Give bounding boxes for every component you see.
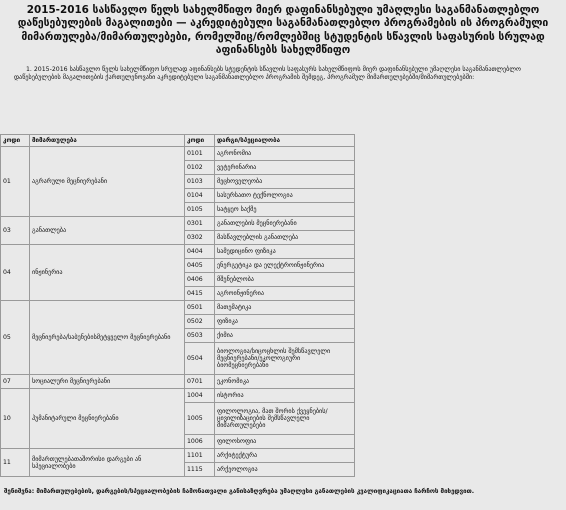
table-blank-cell xyxy=(355,329,566,343)
table-blank-cell xyxy=(355,231,566,245)
table-blank-cell xyxy=(355,245,566,259)
table-row xyxy=(1,301,566,315)
table-row xyxy=(1,375,566,389)
direction-name-cell: აგრარული მეცნიერებანი xyxy=(30,147,185,217)
field-label-cell: არქიტექტურა xyxy=(215,449,355,463)
directions-table xyxy=(0,134,566,477)
table-blank-cell xyxy=(355,189,566,203)
table-blank-cell xyxy=(355,343,566,375)
intro-paragraph: 1. 2015-2016 სასწავლო წელს სახელმწიფო სრულად აფინანსებს სტუდენტის სწავლის საფასურს სახელმწიფოს მიერ დაფინანსებული უმაღლესი საგანმანათლებლო დაწესებულების მაგალითების ქართულენოვანი აკრედიტებული საგანმანათლებლო პროგრამის შემდეგ, პროგრამულ მიმართულებებში/მიმართულებებში: xyxy=(14,66,552,83)
direction-code-cell: 10 xyxy=(1,389,30,449)
field-label-cell: აგრონომია xyxy=(215,147,355,161)
field-label-cell: ფილოლოგია, მათ შორის ქვეყნების/ ცივილიზაციების შემსწავლელი მიმართულებები xyxy=(215,403,355,435)
field-label-cell: ბიოლოგია/სიცოცხლის შემსწავლელი მეცნიერებანი/ეკოლოგიური ბიომეცნიერებანი xyxy=(215,343,355,375)
field-code-cell: 0301 xyxy=(185,217,215,231)
field-label-cell: განათლების მეცნიერებანი xyxy=(215,217,355,231)
table-blank-cell xyxy=(355,375,566,389)
table-blank-cell xyxy=(355,435,566,449)
table-blank-cell xyxy=(355,463,566,477)
field-code-cell: 1004 xyxy=(185,389,215,403)
direction-code-cell: 07 xyxy=(1,375,30,389)
header-code-field: კოდი xyxy=(185,135,215,147)
table-blank-cell xyxy=(355,273,566,287)
field-code-cell: 0405 xyxy=(185,259,215,273)
field-label-cell: სატყეო საქმე xyxy=(215,203,355,217)
table-blank-cell xyxy=(355,315,566,329)
table-blank-cell xyxy=(355,389,566,403)
header-code-direction: კოდი xyxy=(1,135,30,147)
field-label-cell: აგროინჟინერია xyxy=(215,287,355,301)
field-label-cell: არქეოლოგია xyxy=(215,463,355,477)
table-row xyxy=(1,147,566,161)
field-code-cell: 0302 xyxy=(185,231,215,245)
field-label-cell: მეცხოველეობა xyxy=(215,175,355,189)
field-code-cell: 0502 xyxy=(185,315,215,329)
table-blank-cell xyxy=(355,403,566,435)
field-label-cell: მასწავლებლის განათლება xyxy=(215,231,355,245)
field-code-cell: 0415 xyxy=(185,287,215,301)
field-label-cell: მშენებლობა xyxy=(215,273,355,287)
header-field: დარგი/სპეციალობა xyxy=(215,135,355,147)
field-code-cell: 0501 xyxy=(185,301,215,315)
field-code-cell: 0105 xyxy=(185,203,215,217)
direction-code-cell: 01 xyxy=(1,147,30,217)
table-blank-cell xyxy=(355,147,566,161)
table-blank-cell xyxy=(355,217,566,231)
field-label-cell: ეკონომიკა xyxy=(215,375,355,389)
field-label-cell: ენერგეტიკა და ელექტროინჟინერია xyxy=(215,259,355,273)
table-blank-cell xyxy=(355,135,566,147)
field-label-cell: ფილოსოფია xyxy=(215,435,355,449)
direction-code-cell: 11 xyxy=(1,449,30,477)
direction-name-cell: ინჟინერია xyxy=(30,245,185,301)
header-direction: მიმართულება xyxy=(30,135,185,147)
direction-name-cell: მიმართულებათაშორისი დარგები ან სპეციალობები xyxy=(30,449,185,477)
footnote: შენიშვნა: მიმართულებების, დარგების/სპეციალობების ჩამონათვალი განისაზღვრება უმაღლესი განათლების კვალიფიკაციათა ჩარჩოს მიხედვით. xyxy=(4,488,560,497)
direction-name-cell: სოციალური მეცნიერებანი xyxy=(30,375,185,389)
field-label-cell: სამედიცინო ფიზიკა xyxy=(215,245,355,259)
table-blank-cell xyxy=(355,449,566,463)
field-label-cell: ისტორია xyxy=(215,389,355,403)
table-row xyxy=(1,449,566,463)
document-page xyxy=(0,4,566,510)
field-label-cell: ქიმია xyxy=(215,329,355,343)
table-header-row xyxy=(1,135,566,147)
field-code-cell: 1005 xyxy=(185,403,215,435)
table-row xyxy=(1,389,566,403)
field-label-cell: ვეტერინარია xyxy=(215,161,355,175)
table-row xyxy=(1,217,566,231)
field-label-cell: სასურსათო ტექნოლოგია xyxy=(215,189,355,203)
table-blank-cell xyxy=(355,203,566,217)
table-blank-cell xyxy=(355,287,566,301)
page-title: 2015-2016 სასწავლო წელს სახელმწიფო მიერ დაფინანსებული უმაღლესი საგანმანათლებლო დაწესებულების მაგალითები — აკრედიტებული საგანმანათლებლო პროგრამების ის პროგრამული მიმართულება/მიმართულებები, რომელშიც/რომლებშიც სტუდენტის სწავლის საფასურის სრულად აფინანსებს სახელმწიფო xyxy=(12,4,554,58)
table-body xyxy=(1,147,566,477)
direction-code-cell: 03 xyxy=(1,217,30,245)
field-code-cell: 1006 xyxy=(185,435,215,449)
table-blank-cell xyxy=(355,301,566,315)
field-code-cell: 0104 xyxy=(185,189,215,203)
direction-code-cell: 05 xyxy=(1,301,30,375)
field-label-cell: ფიზიკა xyxy=(215,315,355,329)
direction-name-cell: მეცნიერება/საბუნებისმეტყველო მეცნიერებანი xyxy=(30,301,185,375)
table-row xyxy=(1,245,566,259)
table-blank-cell xyxy=(355,175,566,189)
table-blank-cell xyxy=(355,259,566,273)
field-code-cell: 1101 xyxy=(185,449,215,463)
field-code-cell: 0504 xyxy=(185,343,215,375)
field-label-cell: მათემატიკა xyxy=(215,301,355,315)
direction-name-cell: განათლება xyxy=(30,217,185,245)
field-code-cell: 0404 xyxy=(185,245,215,259)
field-code-cell: 1115 xyxy=(185,463,215,477)
table-blank-cell xyxy=(355,161,566,175)
field-code-cell: 0101 xyxy=(185,147,215,161)
field-code-cell: 0102 xyxy=(185,161,215,175)
field-code-cell: 0406 xyxy=(185,273,215,287)
field-code-cell: 0503 xyxy=(185,329,215,343)
direction-code-cell: 04 xyxy=(1,245,30,301)
direction-name-cell: ჰუმანიტარული მეცნიერებანი xyxy=(30,389,185,449)
field-code-cell: 0103 xyxy=(185,175,215,189)
field-code-cell: 0701 xyxy=(185,375,215,389)
